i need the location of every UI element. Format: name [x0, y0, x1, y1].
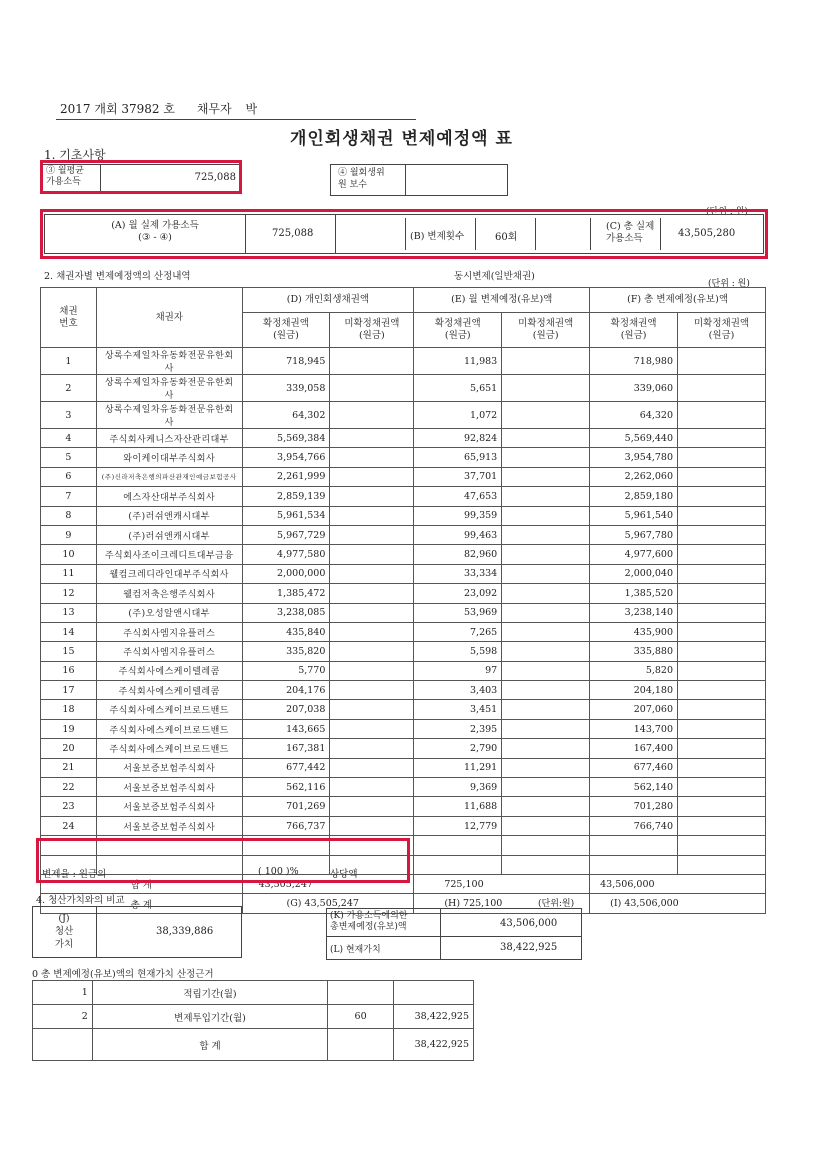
row-e-unconfirmed	[502, 719, 590, 738]
col-e: (E) 월 변제예정(유보)액	[414, 288, 590, 313]
row-e-unconfirmed	[502, 429, 590, 448]
row-f-unconfirmed	[678, 348, 766, 375]
row-no: 2	[41, 375, 97, 402]
row-f-confirmed: 2,859,180	[590, 487, 678, 506]
basis-months	[328, 981, 394, 1005]
row-d-unconfirmed	[330, 719, 414, 738]
row-e-unconfirmed	[502, 506, 590, 525]
row-e-confirmed: 3,451	[414, 700, 502, 719]
row-d-confirmed: 339,058	[242, 375, 330, 402]
row-e-confirmed: 82,960	[414, 545, 502, 564]
row-d-confirmed: 335,820	[242, 642, 330, 661]
row-d-confirmed: 5,569,384	[242, 429, 330, 448]
basis-months: 60	[328, 1005, 394, 1029]
row-e-confirmed: 3,403	[414, 681, 502, 700]
row-d-unconfirmed	[330, 348, 414, 375]
section1-heading: 1. 기초사항	[44, 148, 106, 162]
row-d-confirmed: 2,261,999	[242, 467, 330, 486]
row-e-unconfirmed	[502, 739, 590, 758]
row-no: 12	[41, 584, 97, 603]
row-e-confirmed: 5,598	[414, 642, 502, 661]
section2-heading: 2. 채권자별 변제예정액의 산정내역	[44, 271, 191, 282]
row-creditor: 상록수제일차유동화전문유한회사	[96, 348, 242, 375]
row-f-unconfirmed	[678, 681, 766, 700]
row-f-unconfirmed	[678, 545, 766, 564]
table-row	[41, 429, 766, 448]
row-creditor: 주식회사에스케이텔레콤	[96, 681, 242, 700]
section3-rate: ( 100 )%	[258, 866, 299, 877]
page-title: 개인회생채권 변제예정액 표	[290, 129, 513, 149]
b-label: (B) 변제횟수	[410, 231, 465, 242]
sum-label: 합 계	[41, 874, 243, 893]
table-row	[41, 661, 766, 680]
row-d-unconfirmed	[330, 661, 414, 680]
l-value: 38,422,925	[500, 942, 558, 953]
row-creditor: 웰컴저축은행주식회사	[96, 584, 242, 603]
row-f-unconfirmed	[678, 506, 766, 525]
row-f-unconfirmed	[678, 622, 766, 641]
row-d-confirmed: 143,665	[242, 719, 330, 738]
basis-sum-row	[33, 1029, 474, 1061]
row-d-confirmed: 562,116	[242, 778, 330, 797]
row-creditor: 서울보증보험주식회사	[96, 797, 242, 816]
row-no: 5	[41, 448, 97, 467]
basis-label: 변제투입기간(월)	[92, 1005, 327, 1029]
row-e-confirmed: 11,291	[414, 758, 502, 777]
row-creditor: 웰컴크레디라인대부주식회사	[96, 564, 242, 583]
row-d-unconfirmed	[330, 797, 414, 816]
row-e-unconfirmed	[502, 603, 590, 622]
l-label: (L) 현재가치	[330, 945, 381, 955]
row-e-unconfirmed	[502, 681, 590, 700]
col-e-confirmed: 확정채권액 (원금)	[414, 313, 502, 348]
row-no: 3	[41, 402, 97, 429]
row-e-confirmed: 97	[414, 661, 502, 680]
table-row	[41, 506, 766, 525]
row-e-unconfirmed	[502, 564, 590, 583]
row-creditor: 주식회사케니스자산관리대부	[96, 429, 242, 448]
col-f-unconfirmed: 미확정채권액 (원금)	[678, 313, 766, 348]
basis-no: 2	[33, 1005, 93, 1029]
row-d-unconfirmed	[330, 603, 414, 622]
table-row	[41, 622, 766, 641]
row-f-confirmed: 2,000,040	[590, 564, 678, 583]
row-e-unconfirmed	[502, 375, 590, 402]
row-f-unconfirmed	[678, 564, 766, 583]
row-e-confirmed: 33,334	[414, 564, 502, 583]
row-creditor: 상록수제일차유동화전문유한회사	[96, 375, 242, 402]
row-creditor: (주)신라저축은행의파산관재인예금보험공사	[96, 467, 242, 486]
row-d-unconfirmed	[330, 739, 414, 758]
row-e-confirmed: 7,265	[414, 622, 502, 641]
row-d-confirmed: 64,302	[242, 402, 330, 429]
row-d-confirmed: 5,770	[242, 661, 330, 680]
row-d-confirmed: 207,038	[242, 700, 330, 719]
income-label: ③ 월평균 가용소득	[46, 166, 84, 187]
row-f-unconfirmed	[678, 402, 766, 429]
row-e-confirmed: 99,463	[414, 525, 502, 544]
row-no: 1	[41, 348, 97, 375]
row-d-unconfirmed	[330, 525, 414, 544]
row-no: 6	[41, 467, 97, 486]
row-no: 10	[41, 545, 97, 564]
basis-value	[394, 981, 474, 1005]
table-row	[41, 778, 766, 797]
case-suffix: 호	[163, 102, 175, 116]
col-d-unconfirmed: 미확정채권액 (원금)	[330, 313, 414, 348]
row-no: 24	[41, 816, 97, 835]
row-no: 7	[41, 487, 97, 506]
row-d-unconfirmed	[330, 545, 414, 564]
row-f-confirmed: 3,238,140	[590, 603, 678, 622]
table-row	[41, 797, 766, 816]
row-e-confirmed: 47,653	[414, 487, 502, 506]
row-f-unconfirmed	[678, 603, 766, 622]
row-e-unconfirmed	[502, 584, 590, 603]
section3-label: . 변제율 : 원금의	[36, 869, 107, 880]
row-e-unconfirmed	[502, 467, 590, 486]
living-label: ④ 월회생위 원 보수	[338, 168, 385, 190]
row-f-confirmed: 5,569,440	[590, 429, 678, 448]
row-d-unconfirmed	[330, 758, 414, 777]
row-creditor: 서울보증보험주식회사	[96, 778, 242, 797]
row-d-confirmed: 167,381	[242, 739, 330, 758]
row-e-confirmed: 2,395	[414, 719, 502, 738]
table-row	[41, 467, 766, 486]
row-creditor: (주)러쉬앤캐시대부	[96, 506, 242, 525]
basis-label: 적립기간(월)	[92, 981, 327, 1005]
row-f-confirmed: 339,060	[590, 375, 678, 402]
row-d-unconfirmed	[330, 564, 414, 583]
case-number	[60, 100, 257, 117]
row-creditor: 주식회사에스케이브로드밴드	[96, 700, 242, 719]
table-row	[41, 448, 766, 467]
row-no: 16	[41, 661, 97, 680]
sum-d: 43,505,247	[242, 874, 414, 893]
row-f-unconfirmed	[678, 719, 766, 738]
col-f-confirmed: 확정채권액 (원금)	[590, 313, 678, 348]
row-d-confirmed: 1,385,472	[242, 584, 330, 603]
row-no: 14	[41, 622, 97, 641]
section2-unit: (단위 : 원)	[708, 279, 750, 289]
a-label: (A) 월 실제 가용소득 (③ - ④)	[111, 220, 199, 243]
row-e-unconfirmed	[502, 642, 590, 661]
debtor-name: 박	[245, 102, 258, 116]
basis-table	[32, 980, 474, 1061]
row-f-unconfirmed	[678, 739, 766, 758]
k-value: 43,506,000	[500, 918, 558, 929]
section1-unit: (단위 : 원)	[706, 207, 748, 217]
row-no: 19	[41, 719, 97, 738]
header-underline	[56, 119, 416, 120]
row-e-unconfirmed	[502, 545, 590, 564]
row-d-confirmed: 4,977,580	[242, 545, 330, 564]
row-f-unconfirmed	[678, 797, 766, 816]
row-no: 13	[41, 603, 97, 622]
table-row	[41, 700, 766, 719]
row-f-unconfirmed	[678, 700, 766, 719]
row-no: 11	[41, 564, 97, 583]
total-h: (H) 725,100	[414, 894, 590, 913]
row-e-confirmed: 99,359	[414, 506, 502, 525]
row-f-unconfirmed	[678, 487, 766, 506]
row-e-confirmed: 1,072	[414, 402, 502, 429]
table-row	[41, 816, 766, 835]
row-f-confirmed: 677,460	[590, 758, 678, 777]
col-e-unconfirmed: 미확정채권액 (원금)	[502, 313, 590, 348]
row-f-unconfirmed	[678, 525, 766, 544]
row-f-confirmed: 718,980	[590, 348, 678, 375]
row-no: 15	[41, 642, 97, 661]
col-f: (F) 총 변제예정(유보)액	[590, 288, 766, 313]
row-d-unconfirmed	[330, 816, 414, 835]
row-f-confirmed: 204,180	[590, 681, 678, 700]
row-f-confirmed: 335,880	[590, 642, 678, 661]
row-d-confirmed: 5,967,729	[242, 525, 330, 544]
row-d-confirmed: 3,954,766	[242, 448, 330, 467]
row-e-confirmed: 37,701	[414, 467, 502, 486]
basis-value: 38,422,925	[394, 1005, 474, 1029]
row-f-confirmed: 5,820	[590, 661, 678, 680]
row-f-confirmed: 207,060	[590, 700, 678, 719]
b-value: 60회	[495, 232, 518, 243]
col-creditor: 채권자	[96, 288, 242, 348]
row-f-unconfirmed	[678, 642, 766, 661]
row-d-confirmed: 766,737	[242, 816, 330, 835]
row-f-confirmed: 3,954,780	[590, 448, 678, 467]
row-f-unconfirmed	[678, 661, 766, 680]
table-row	[41, 681, 766, 700]
row-e-confirmed: 65,913	[414, 448, 502, 467]
row-d-unconfirmed	[330, 429, 414, 448]
case-year: 2017	[60, 102, 91, 116]
row-f-confirmed: 5,967,780	[590, 525, 678, 544]
row-e-unconfirmed	[502, 348, 590, 375]
row-creditor: 주식회사에스케이브로드밴드	[96, 739, 242, 758]
section5-heading: 0 총 변제예정(유보)액의 현재가치 산정근거	[32, 969, 214, 980]
table-row	[41, 642, 766, 661]
row-creditor: 주식회사엠지유플러스	[96, 622, 242, 641]
table-row	[41, 545, 766, 564]
table-row	[41, 758, 766, 777]
row-f-confirmed: 5,961,540	[590, 506, 678, 525]
row-f-confirmed: 4,977,600	[590, 545, 678, 564]
c-label: (C) 총 실제 가용소득	[606, 221, 655, 244]
row-d-confirmed: 718,945	[242, 348, 330, 375]
row-f-unconfirmed	[678, 375, 766, 402]
row-d-confirmed: 677,442	[242, 758, 330, 777]
total-g: (G) 43,505,247	[242, 894, 414, 913]
row-no: 18	[41, 700, 97, 719]
total-i: (I) 43,506,000	[590, 894, 766, 913]
k-label: (K) 가용소득에의한 총변제예정(유보)액	[330, 911, 408, 932]
row-e-confirmed: 11,688	[414, 797, 502, 816]
section2-subheading: 동시변제(일반채권)	[454, 271, 535, 282]
row-e-unconfirmed	[502, 448, 590, 467]
j-value: 38,339,886	[156, 926, 214, 937]
table-row	[41, 348, 766, 375]
row-e-unconfirmed	[502, 622, 590, 641]
row-f-unconfirmed	[678, 816, 766, 835]
row-creditor: 상록수제일차유동화전문유한회사	[96, 402, 242, 429]
j-label: (J) 청산 가치	[54, 913, 74, 950]
a-value: 725,088	[272, 228, 314, 239]
row-f-confirmed: 766,740	[590, 816, 678, 835]
c-value: 43,505,280	[678, 228, 736, 239]
table-row	[41, 719, 766, 738]
basis-no: 1	[33, 981, 93, 1005]
row-e-unconfirmed	[502, 487, 590, 506]
table-row	[41, 584, 766, 603]
row-e-confirmed: 11,983	[414, 348, 502, 375]
col-no: 채권 번호	[41, 288, 97, 348]
row-d-unconfirmed	[330, 402, 414, 429]
row-e-confirmed: 9,369	[414, 778, 502, 797]
row-f-unconfirmed	[678, 429, 766, 448]
row-e-confirmed: 2,790	[414, 739, 502, 758]
row-e-unconfirmed	[502, 758, 590, 777]
total-label: 총 계	[41, 894, 243, 913]
row-f-confirmed: 435,900	[590, 622, 678, 641]
section3-suffix: 상당액	[330, 869, 358, 880]
row-f-unconfirmed	[678, 448, 766, 467]
case-no: 37982	[121, 102, 160, 116]
row-d-confirmed: 435,840	[242, 622, 330, 641]
row-d-unconfirmed	[330, 778, 414, 797]
row-e-unconfirmed	[502, 816, 590, 835]
debtor-label: 채무자	[196, 102, 232, 116]
row-d-confirmed: 2,859,139	[242, 487, 330, 506]
row-e-confirmed: 5,651	[414, 375, 502, 402]
income-value: 725,088	[194, 172, 236, 183]
section4-heading: 4. 청산가치와의 비교	[36, 895, 125, 906]
row-e-unconfirmed	[502, 661, 590, 680]
row-d-unconfirmed	[330, 642, 414, 661]
highlight-total	[36, 838, 410, 883]
row-e-unconfirmed	[502, 402, 590, 429]
row-e-confirmed: 23,092	[414, 584, 502, 603]
row-creditor: 서울보증보험주식회사	[96, 816, 242, 835]
sum-e: 725,100	[414, 874, 590, 893]
row-e-unconfirmed	[502, 525, 590, 544]
row-no: 4	[41, 429, 97, 448]
row-d-unconfirmed	[330, 700, 414, 719]
row-e-confirmed: 92,824	[414, 429, 502, 448]
row-creditor: 에스자산대부주식회사	[96, 487, 242, 506]
row-creditor: 주식회사조이크레디트대부금융	[96, 545, 242, 564]
row-no: 20	[41, 739, 97, 758]
row-d-unconfirmed	[330, 487, 414, 506]
row-d-unconfirmed	[330, 375, 414, 402]
row-f-confirmed: 64,320	[590, 402, 678, 429]
row-no: 17	[41, 681, 97, 700]
case-word: 개회	[94, 102, 118, 116]
row-creditor: (주)오성알앤시대부	[96, 603, 242, 622]
row-no: 9	[41, 525, 97, 544]
row-creditor: 주식회사에스케이브로드밴드	[96, 719, 242, 738]
row-d-confirmed: 5,961,534	[242, 506, 330, 525]
table-row	[41, 375, 766, 402]
table-row	[41, 402, 766, 429]
row-d-unconfirmed	[330, 622, 414, 641]
row-creditor: 주식회사에스케이텔레콤	[96, 661, 242, 680]
row-d-unconfirmed	[330, 467, 414, 486]
row-f-confirmed: 167,400	[590, 739, 678, 758]
row-no: 8	[41, 506, 97, 525]
creditor-rows	[41, 348, 766, 836]
table-row	[41, 525, 766, 544]
creditor-table	[40, 287, 766, 914]
row-d-confirmed: 3,238,085	[242, 603, 330, 622]
basis-row	[33, 1005, 474, 1029]
row-f-unconfirmed	[678, 584, 766, 603]
row-e-unconfirmed	[502, 778, 590, 797]
table-row	[41, 603, 766, 622]
row-f-confirmed: 1,385,520	[590, 584, 678, 603]
highlight-income	[40, 160, 242, 194]
row-e-confirmed: 53,969	[414, 603, 502, 622]
row-f-confirmed: 2,262,060	[590, 467, 678, 486]
row-f-confirmed: 562,140	[590, 778, 678, 797]
row-d-unconfirmed	[330, 584, 414, 603]
row-e-unconfirmed	[502, 797, 590, 816]
row-f-confirmed: 701,280	[590, 797, 678, 816]
row-e-confirmed: 12,779	[414, 816, 502, 835]
sum-f: 43,506,000	[590, 874, 766, 893]
row-d-confirmed: 2,000,000	[242, 564, 330, 583]
row-no: 23	[41, 797, 97, 816]
table-row	[41, 739, 766, 758]
row-creditor: 와이케이대부주식회사	[96, 448, 242, 467]
row-no: 22	[41, 778, 97, 797]
row-creditor: 주식회사엠지유플러스	[96, 642, 242, 661]
row-d-unconfirmed	[330, 681, 414, 700]
row-creditor: 서울보증보험주식회사	[96, 758, 242, 777]
row-f-unconfirmed	[678, 758, 766, 777]
row-f-unconfirmed	[678, 467, 766, 486]
table-row	[41, 564, 766, 583]
highlight-summary	[40, 209, 768, 259]
row-f-confirmed: 143,700	[590, 719, 678, 738]
col-d-confirmed: 확정채권액 (원금)	[242, 313, 330, 348]
row-creditor: (주)러쉬앤캐시대부	[96, 525, 242, 544]
table-row	[41, 487, 766, 506]
basis-sum-label: 합 계	[92, 1029, 327, 1061]
row-e-unconfirmed	[502, 700, 590, 719]
row-d-confirmed: 701,269	[242, 797, 330, 816]
row-d-confirmed: 204,176	[242, 681, 330, 700]
row-d-unconfirmed	[330, 506, 414, 525]
basis-row	[33, 981, 474, 1005]
section4-unit: (단위:원)	[538, 899, 575, 909]
basis-sum-value: 38,422,925	[394, 1029, 474, 1061]
row-f-unconfirmed	[678, 778, 766, 797]
row-d-unconfirmed	[330, 448, 414, 467]
row-no: 21	[41, 758, 97, 777]
col-d: (D) 개인회생채권액	[242, 288, 414, 313]
